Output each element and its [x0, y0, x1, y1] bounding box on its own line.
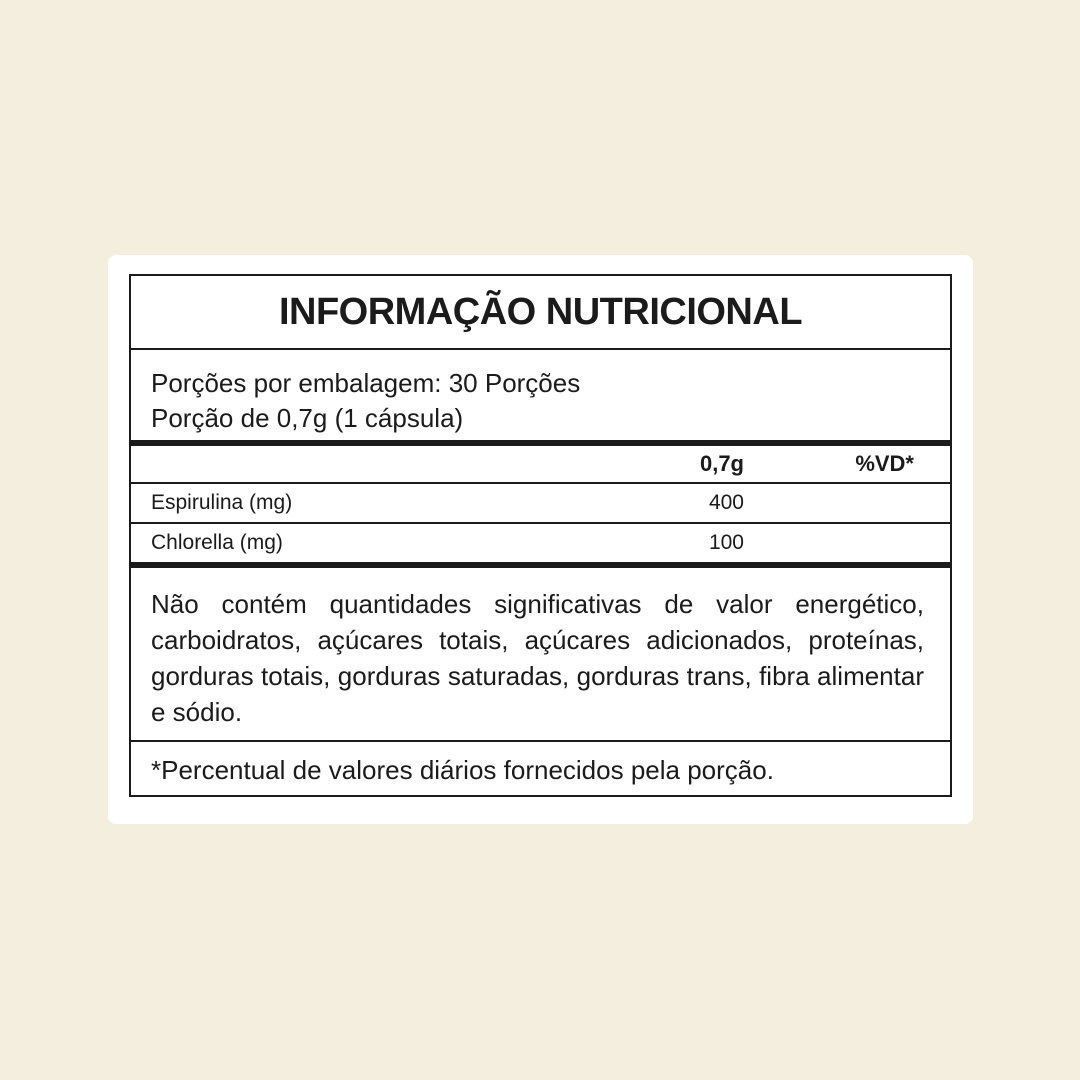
servings-info: [131, 350, 950, 440]
insignificant-nutrients-note: Não contém quantidades significativas de valor energético, carboidratos, açúcares totais, açúcares adicionados, proteínas, gorduras totais, gorduras saturadas, gorduras trans, fibra alimentar e sódio.: [131, 568, 950, 742]
table-header-row: [131, 446, 950, 484]
nutrition-facts-table: [129, 274, 952, 797]
serving-size: Porção de 0,7g (1 cápsula): [151, 403, 464, 433]
table-row: [131, 524, 950, 562]
table-row: [131, 484, 950, 524]
nutrient-amount: 100: [708, 531, 744, 554]
servings-per-package: Porções por embalagem: 30 Porções: [151, 368, 581, 398]
nutrient-name: Chlorella (mg): [151, 531, 283, 554]
label-title: INFORMAÇÃO NUTRICIONAL: [131, 276, 950, 350]
daily-value-footnote: *Percentual de valores diários fornecidos pela porção.: [151, 755, 774, 785]
nutrient-amount: 400: [708, 491, 744, 514]
nutrition-card: [108, 255, 973, 824]
column-header-daily-value: %VD*: [855, 451, 914, 476]
column-header-amount: 0,7g: [699, 451, 744, 476]
nutrient-name: Espirulina (mg): [151, 491, 293, 514]
